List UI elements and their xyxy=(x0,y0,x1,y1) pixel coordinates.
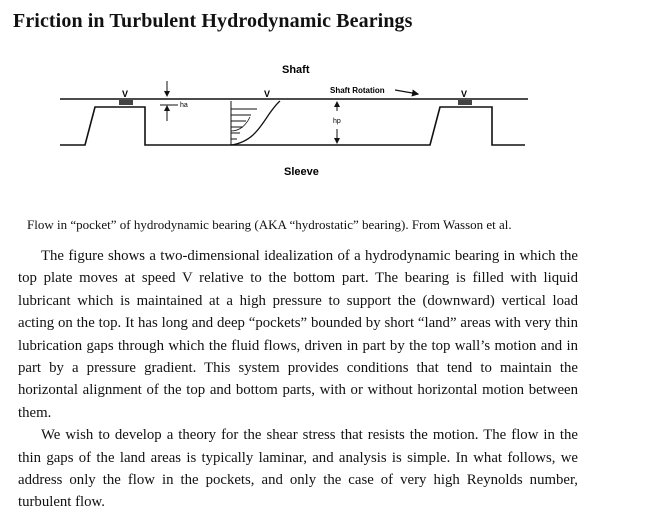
velocity-label-right: V xyxy=(461,89,468,99)
page-title: Friction in Turbulent Hydrodynamic Bearings xyxy=(13,10,413,32)
sleeve-profile xyxy=(60,107,525,145)
land-pad-right xyxy=(458,100,472,105)
figure-caption: Flow in “pocket” of hydrodynamic bearing (AKA “hydrostatic” bearing). From Wasson et al. xyxy=(27,217,512,232)
velocity-label-mid: V xyxy=(264,89,271,99)
shaft-rotation-label: Shaft Rotation xyxy=(330,86,385,95)
shaft-label: Shaft xyxy=(282,64,310,76)
paragraph-2: We wish to develop a theory for the shear stress that resists the motion. The flow in the thin gaps of the land areas is typically laminar, and analysis is simple. In what follows, we address only the flow in the pockets, and only the case of very high Reynolds number, turbulent flow. xyxy=(18,427,578,511)
bearing-figure xyxy=(0,55,650,195)
ha-label: ha xyxy=(180,102,188,109)
velocity-label-left: V xyxy=(122,89,129,99)
bearing-diagram xyxy=(0,55,650,195)
velocity-profile xyxy=(231,101,280,145)
hp-label: hp xyxy=(333,118,341,125)
land-pad-left xyxy=(119,100,133,105)
sleeve-label: Sleeve xyxy=(284,166,319,178)
paragraph-1: The figure shows a two-dimensional idealization of a hydrodynamic bearing in which the top plate moves at speed V relative to the bottom part. The bearing is filled with liquid lubricant which is maintained at a high pressure to support the (downward) vertical load acting on the top. It has long and deep “pockets” bounded by short “land” areas with very thin lubrication gaps through which the fluid flows, driven in part by the top wall’s motion and in part by a pressure gradient. This system provides conditions that tend to maintain the horizontal alignment of the top and bottom parts, with or without horizontal motion between them. xyxy=(18,248,578,421)
body-text xyxy=(18,245,578,514)
shaft-rotation-arrow xyxy=(395,90,418,94)
